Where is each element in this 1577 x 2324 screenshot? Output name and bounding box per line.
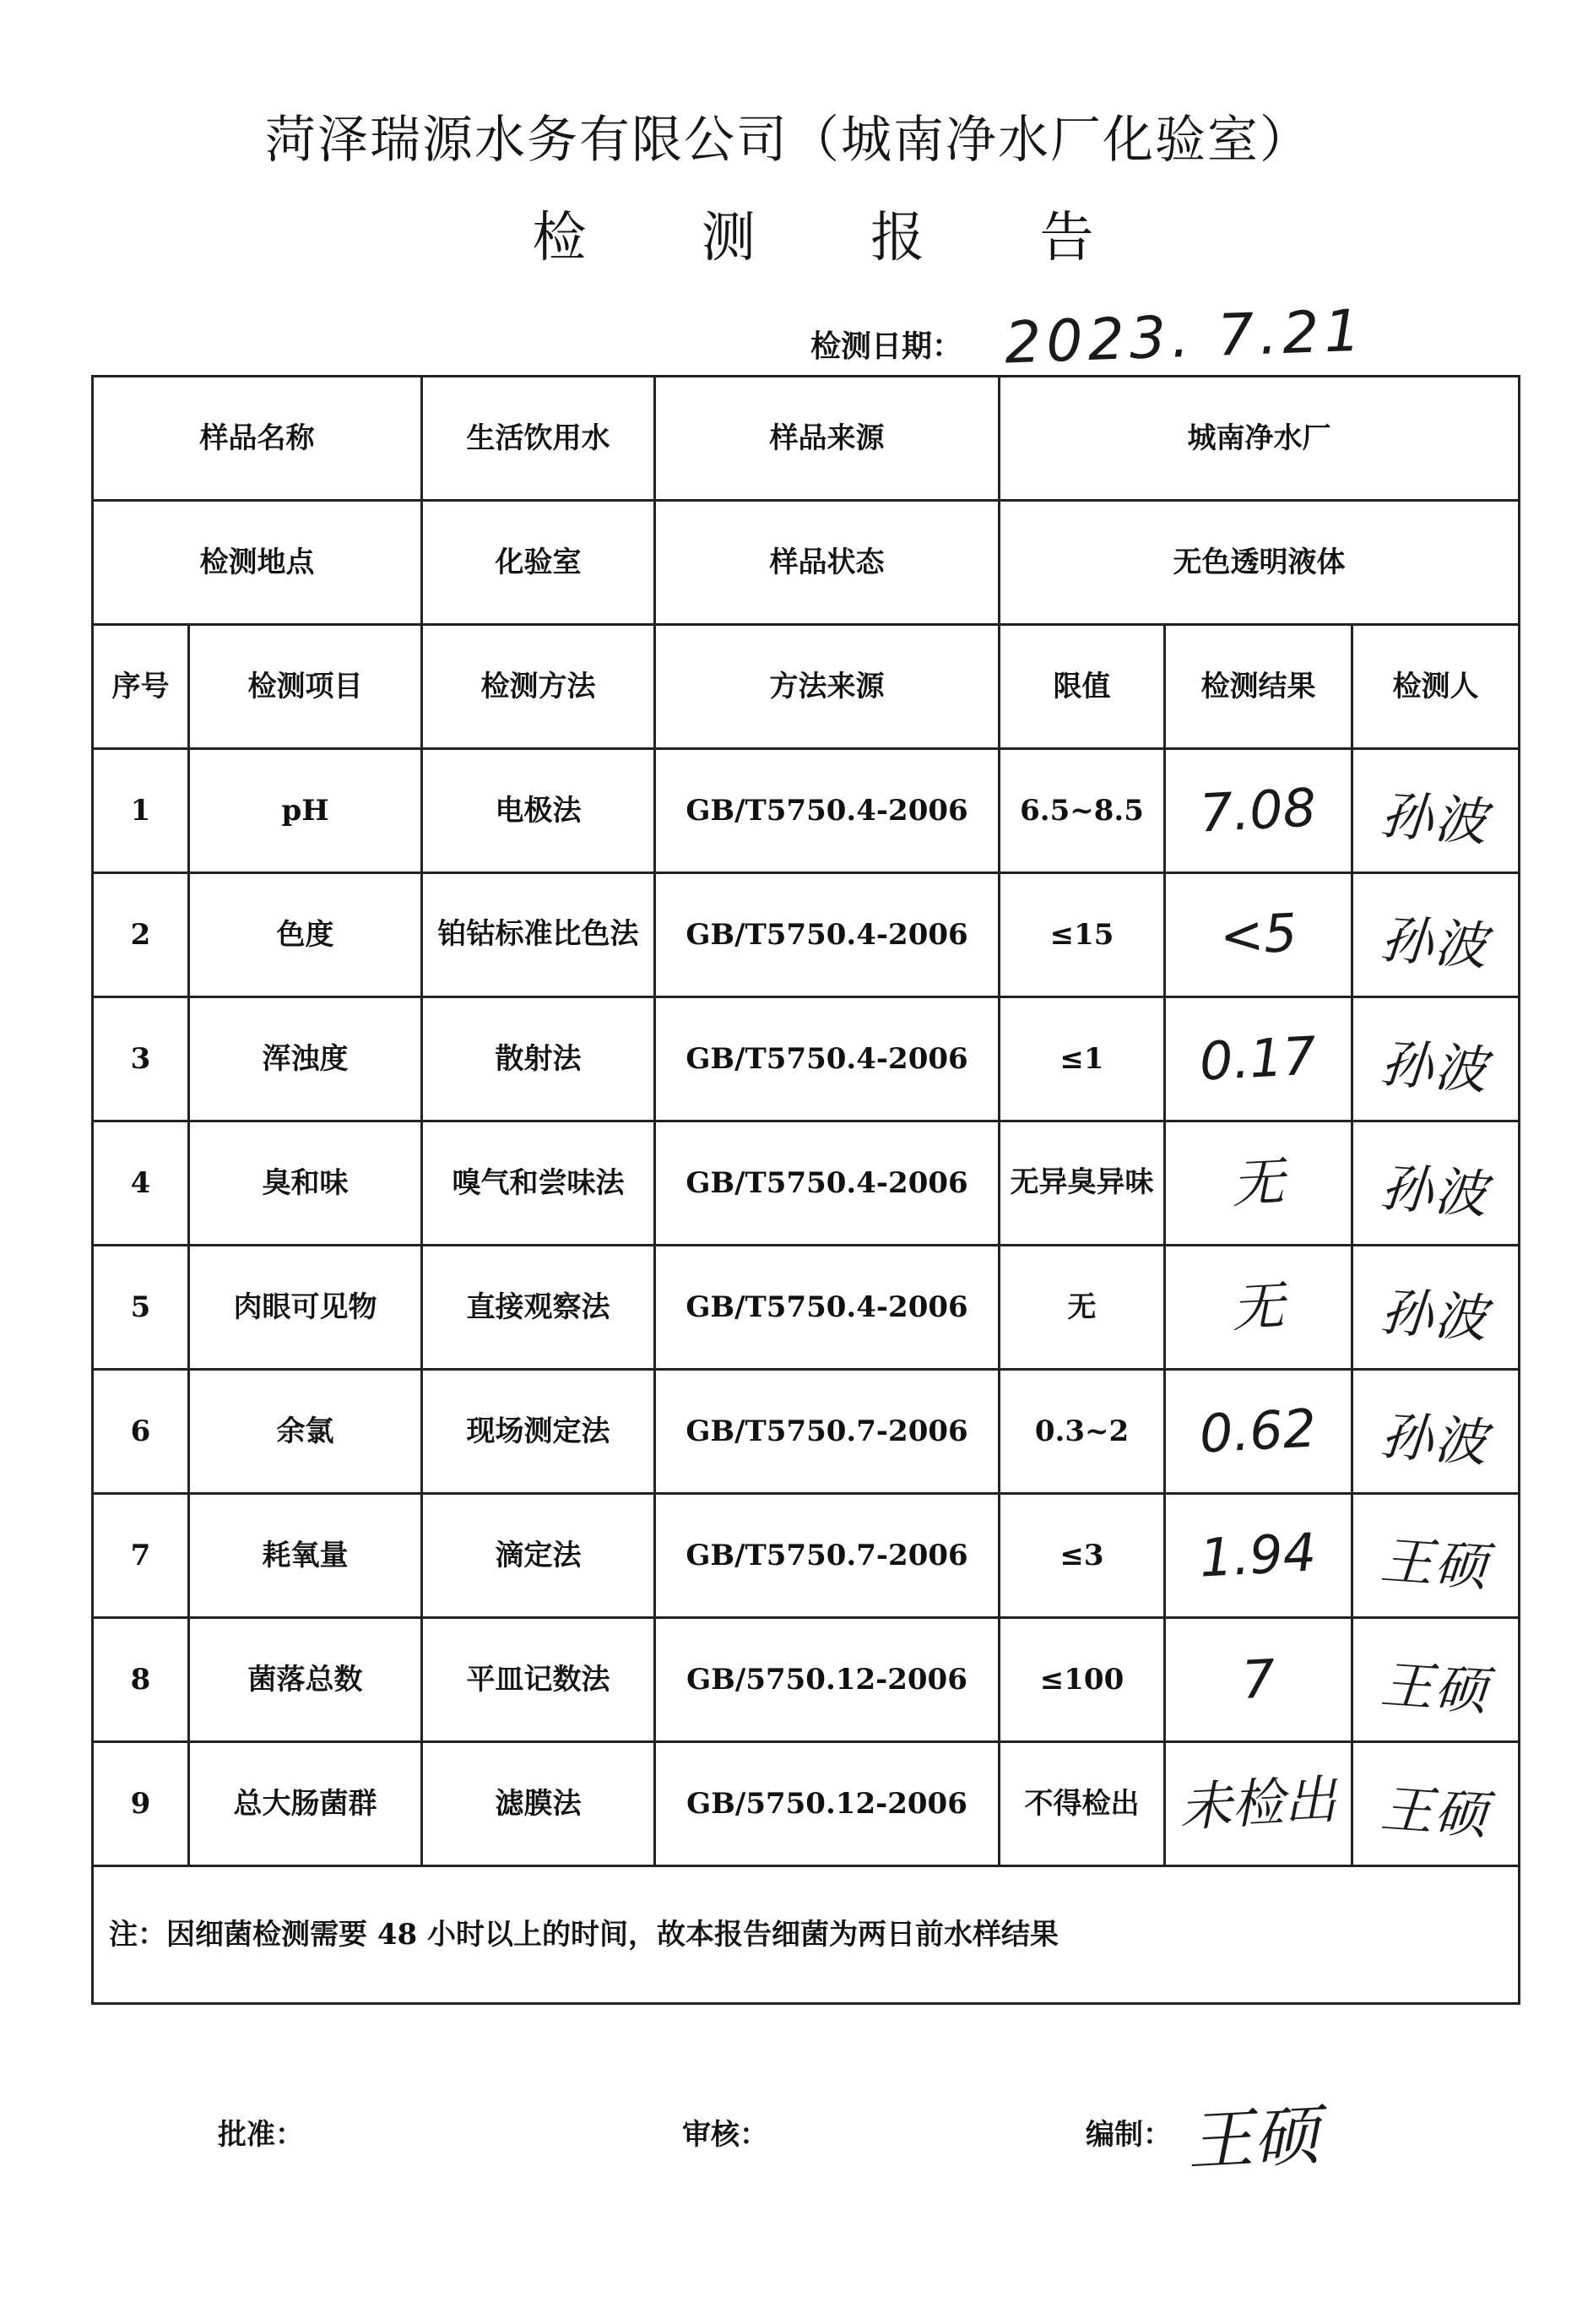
row-source: GB/T5750.4-2006 [655, 873, 1000, 997]
tester-signature: 孙波 [1379, 908, 1492, 978]
row-source: GB/T5750.4-2006 [655, 749, 1000, 873]
signature-row [0, 2094, 1577, 2196]
result-handwritten: <5 [1217, 901, 1299, 968]
info-row-sample [93, 377, 1520, 501]
location-value: 化验室 [422, 501, 655, 625]
row-method: 直接观察法 [422, 1246, 655, 1370]
review-label: 审核： [682, 2118, 768, 2152]
result-handwritten: 1.94 [1198, 1521, 1319, 1589]
note-row [93, 1866, 1520, 2004]
table-row [93, 1246, 1520, 1370]
row-tester [1352, 1494, 1520, 1618]
col-header-source: 方法来源 [655, 625, 1000, 749]
table-row [93, 749, 1520, 873]
row-method: 嗅气和尝味法 [422, 1121, 655, 1246]
tester-signature: 孙波 [1379, 1032, 1492, 1102]
result-handwritten: 未检出 [1178, 1767, 1339, 1838]
row-result [1165, 749, 1352, 873]
col-header-result: 检测结果 [1165, 625, 1352, 749]
table-row [93, 873, 1520, 997]
company-name: 菏泽瑞源水务有限公司（城南净水厂化验室） [265, 111, 1312, 170]
row-source: GB/T5750.7-2006 [655, 1494, 1000, 1618]
table-row [93, 1494, 1520, 1618]
row-limit: ≤1 [1000, 997, 1165, 1121]
location-label: 检测地点 [93, 501, 422, 625]
row-result [1165, 1370, 1352, 1494]
column-header-row [93, 625, 1520, 749]
compiler-signature: 王硕 [1185, 2097, 1321, 2181]
row-item: 臭和味 [189, 1121, 422, 1246]
row-tester [1352, 1370, 1520, 1494]
row-tester [1352, 1618, 1520, 1742]
report-table [91, 375, 1520, 2005]
row-item: 浑浊度 [189, 997, 422, 1121]
row-no: 9 [93, 1742, 189, 1866]
row-no: 4 [93, 1121, 189, 1246]
tester-signature: 孙波 [1379, 1156, 1492, 1226]
sample-name-label: 样品名称 [93, 377, 422, 501]
table-row [93, 1121, 1520, 1246]
result-handwritten: 7 [1239, 1647, 1277, 1711]
col-header-limit: 限值 [1000, 625, 1165, 749]
row-limit: ≤15 [1000, 873, 1165, 997]
row-limit: ≤3 [1000, 1494, 1165, 1618]
row-item: 色度 [189, 873, 422, 997]
row-limit: ≤100 [1000, 1618, 1165, 1742]
tester-signature: 王硕 [1379, 1777, 1492, 1847]
row-tester [1352, 997, 1520, 1121]
date-value-handwritten: 2023. 7.21 [1003, 297, 1367, 377]
row-item: 肉眼可见物 [189, 1246, 422, 1370]
row-result [1165, 1742, 1352, 1866]
row-no: 6 [93, 1370, 189, 1494]
col-header-tester: 检测人 [1352, 625, 1520, 749]
row-result [1165, 873, 1352, 997]
row-tester [1352, 749, 1520, 873]
tester-signature: 孙波 [1379, 1280, 1492, 1350]
row-limit: 不得检出 [1000, 1742, 1165, 1866]
row-limit: 6.5~8.5 [1000, 749, 1165, 873]
row-tester [1352, 873, 1520, 997]
result-handwritten: 0.17 [1198, 1024, 1319, 1093]
row-limit: 0.3~2 [1000, 1370, 1165, 1494]
row-no: 7 [93, 1494, 189, 1618]
row-item: 菌落总数 [189, 1618, 422, 1742]
tester-signature: 孙波 [1379, 1404, 1492, 1474]
row-result [1165, 1121, 1352, 1246]
table-row [93, 997, 1520, 1121]
date-label: 检测日期： [810, 329, 963, 364]
col-header-no: 序号 [93, 625, 189, 749]
approve-label: 批准： [218, 2118, 304, 2152]
sample-source-value: 城南净水厂 [1000, 377, 1520, 501]
table-row [93, 1742, 1520, 1866]
row-method: 平皿记数法 [422, 1618, 655, 1742]
tester-signature: 孙波 [1379, 784, 1492, 854]
report-title: 检 测 报 告 [532, 207, 1143, 269]
result-handwritten: 7.08 [1198, 776, 1319, 844]
col-header-item: 检测项目 [189, 625, 422, 749]
row-method: 电极法 [422, 749, 655, 873]
row-method: 滴定法 [422, 1494, 655, 1618]
row-method: 现场测定法 [422, 1370, 655, 1494]
table-row [93, 1370, 1520, 1494]
sample-state-label: 样品状态 [655, 501, 1000, 625]
result-handwritten: 无 [1230, 1274, 1287, 1339]
sample-state-value: 无色透明液体 [1000, 501, 1520, 625]
row-limit: 无异臭异味 [1000, 1121, 1165, 1246]
compile-label: 编制： [1086, 2118, 1172, 2152]
row-method: 散射法 [422, 997, 655, 1121]
row-source: GB/5750.12-2006 [655, 1742, 1000, 1866]
row-no: 8 [93, 1618, 189, 1742]
row-source: GB/T5750.4-2006 [655, 997, 1000, 1121]
row-item: 余氯 [189, 1370, 422, 1494]
row-no: 5 [93, 1246, 189, 1370]
row-result [1165, 997, 1352, 1121]
tester-signature: 王硕 [1379, 1529, 1492, 1599]
tester-signature: 王硕 [1379, 1653, 1492, 1723]
row-method: 铂钴标准比色法 [422, 873, 655, 997]
row-limit: 无 [1000, 1246, 1165, 1370]
row-no: 3 [93, 997, 189, 1121]
row-tester [1352, 1246, 1520, 1370]
row-item: pH [189, 749, 422, 873]
note-text: 注：因细菌检测需要 48 小时以上的时间，故本报告细菌为两日前水样结果 [93, 1866, 1520, 2004]
sample-source-label: 样品来源 [655, 377, 1000, 501]
result-handwritten: 无 [1230, 1150, 1287, 1215]
row-no: 1 [93, 749, 189, 873]
row-method: 滤膜法 [422, 1742, 655, 1866]
row-source: GB/T5750.4-2006 [655, 1121, 1000, 1246]
row-result [1165, 1618, 1352, 1742]
row-tester [1352, 1121, 1520, 1246]
info-row-location [93, 501, 1520, 625]
row-result [1165, 1494, 1352, 1618]
row-result [1165, 1246, 1352, 1370]
row-tester [1352, 1742, 1520, 1866]
table-row [93, 1618, 1520, 1742]
sample-name-value: 生活饮用水 [422, 377, 655, 501]
col-header-method: 检测方法 [422, 625, 655, 749]
row-source: GB/5750.12-2006 [655, 1618, 1000, 1742]
row-item: 耗氧量 [189, 1494, 422, 1618]
row-source: GB/T5750.7-2006 [655, 1370, 1000, 1494]
row-source: GB/T5750.4-2006 [655, 1246, 1000, 1370]
row-no: 2 [93, 873, 189, 997]
row-item: 总大肠菌群 [189, 1742, 422, 1866]
result-handwritten: 0.62 [1198, 1397, 1319, 1465]
